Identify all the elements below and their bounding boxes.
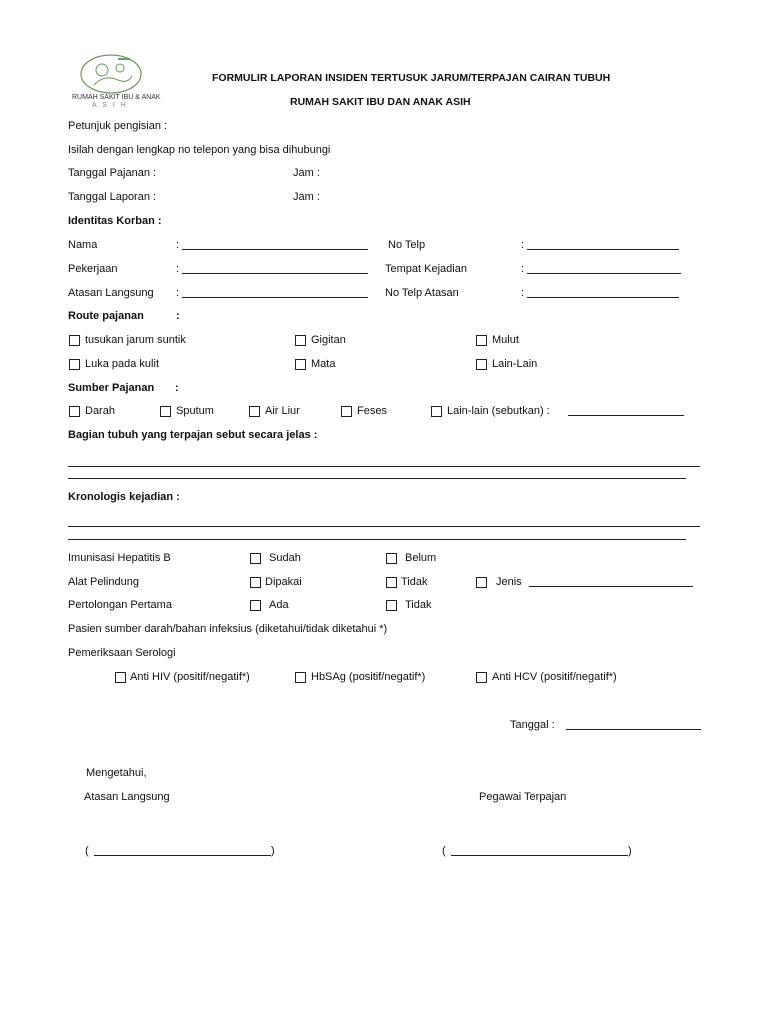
route-heading: Route pajanan — [68, 310, 144, 322]
sumber-option-label: Feses — [357, 405, 387, 417]
atasan-field[interactable] — [182, 297, 368, 298]
tanggal-laporan-label: Tanggal Laporan : — [68, 191, 157, 203]
bagian-heading: Bagian tubuh yang terpajan sebut secara jelas : — [68, 429, 318, 441]
checkbox-alat-tidak[interactable] — [386, 577, 397, 588]
logo-text-asih: A S I H — [92, 102, 128, 109]
paren-open: ( — [85, 845, 89, 857]
checkbox-air-liur[interactable] — [249, 406, 260, 417]
pertolongan-option-label: Ada — [269, 599, 289, 611]
checkbox-anti-hcv[interactable] — [476, 672, 487, 683]
checkbox-feses[interactable] — [341, 406, 352, 417]
colon: : — [176, 263, 180, 275]
checkbox-darah[interactable] — [69, 406, 80, 417]
identitas-heading: Identitas Korban : — [68, 215, 162, 227]
checkbox-luka-kulit[interactable] — [69, 359, 80, 370]
colon: : — [176, 310, 180, 322]
checkbox-sputum[interactable] — [160, 406, 171, 417]
nama-field[interactable] — [182, 249, 368, 250]
checkbox-tusukan-jarum[interactable] — [69, 335, 80, 346]
pertolongan-label: Pertolongan Pertama — [68, 599, 172, 611]
checkbox-ada[interactable] — [250, 600, 261, 611]
checkbox-anti-hiv[interactable] — [115, 672, 126, 683]
route-option-label: Gigitan — [311, 334, 346, 346]
alat-option-label: Tidak — [401, 576, 428, 588]
mengetahui-label: Mengetahui, — [86, 767, 147, 779]
tempat-kejadian-label: Tempat Kejadian — [385, 263, 467, 275]
tempat-kejadian-field[interactable] — [527, 273, 681, 274]
logo-text: RUMAH SAKIT IBU & ANAK — [72, 94, 161, 101]
checkbox-belum[interactable] — [386, 553, 397, 564]
checkbox-lain-lain[interactable] — [476, 359, 487, 370]
alat-option-label: Jenis — [496, 576, 522, 588]
checkbox-mulut[interactable] — [476, 335, 487, 346]
no-telp-field[interactable] — [527, 249, 679, 250]
no-telp-label: No Telp — [388, 239, 426, 251]
kronologis-field-line[interactable] — [68, 539, 686, 540]
sumber-option-label: Air Liur — [265, 405, 300, 417]
tanggal-sign-field[interactable] — [566, 729, 701, 730]
tanggal-pajanan-label: Tanggal Pajanan : — [68, 167, 157, 179]
pegawai-sign-label: Pegawai Terpajan — [479, 791, 567, 803]
paren-open: ( — [442, 845, 446, 857]
pasien-sumber-text: Pasien sumber darah/bahan infeksius (diketahui/tidak diketahui *) — [68, 623, 388, 635]
serologi-option-label: Anti HCV (positif/negatif*) — [492, 671, 617, 683]
page-subtitle: RUMAH SAKIT IBU DAN ANAK ASIH — [290, 96, 471, 108]
pegawai-signature-field[interactable] — [451, 855, 628, 856]
instructions-text: Isilah dengan lengkap no telepon yang bisa dihubungi — [68, 144, 331, 156]
checkbox-sudah[interactable] — [250, 553, 261, 564]
checkbox-gigitan[interactable] — [295, 335, 306, 346]
checkbox-dipakai[interactable] — [250, 577, 261, 588]
pekerjaan-label: Pekerjaan — [68, 263, 118, 275]
checkbox-pertolongan-tidak[interactable] — [386, 600, 397, 611]
serologi-option-label: HbSAg (positif/negatif*) — [311, 671, 426, 683]
route-option-label: Mulut — [492, 334, 519, 346]
sumber-lain-field[interactable] — [568, 415, 684, 416]
serologi-option-label: Anti HIV (positif/negatif*) — [130, 671, 250, 683]
checkbox-hbsag[interactable] — [295, 672, 306, 683]
alat-option-label: Dipakai — [265, 576, 302, 588]
no-telp-atasan-label: No Telp Atasan — [385, 287, 459, 299]
jam-laporan-label: Jam : — [293, 191, 320, 203]
paren-close: ) — [271, 845, 275, 857]
jam-pajanan-label: Jam : — [293, 167, 320, 179]
nama-label: Nama — [68, 239, 98, 251]
instructions-heading: Petunjuk pengisian : — [68, 120, 168, 132]
colon: : — [176, 287, 180, 299]
route-option-label: Lain-Lain — [492, 358, 538, 370]
no-telp-atasan-field[interactable] — [527, 297, 679, 298]
tanggal-sign-label: Tanggal : — [510, 719, 555, 731]
colon: : — [175, 382, 179, 394]
sumber-option-label: Darah — [85, 405, 115, 417]
colon: : — [521, 239, 525, 251]
atasan-sign-label: Atasan Langsung — [84, 791, 170, 803]
imunisasi-option-label: Sudah — [269, 552, 301, 564]
sumber-option-label: Lain-lain (sebutkan) : — [447, 405, 550, 417]
sumber-option-label: Sputum — [176, 405, 214, 417]
colon: : — [521, 263, 525, 275]
serologi-label: Pemeriksaan Serologi — [68, 647, 176, 659]
imunisasi-label: Imunisasi Hepatitis B — [68, 552, 171, 564]
route-option-label: Mata — [311, 358, 336, 370]
page-title: FORMULIR LAPORAN INSIDEN TERTUSUK JARUM/TERPAJAN CAIRAN TUBUH — [212, 72, 611, 84]
jenis-field[interactable] — [529, 586, 693, 587]
bagian-field-line[interactable] — [68, 466, 700, 467]
checkbox-jenis[interactable] — [476, 577, 487, 588]
alat-label: Alat Pelindung — [68, 576, 139, 588]
colon: : — [521, 287, 525, 299]
kronologis-field-line[interactable] — [68, 526, 700, 527]
route-option-label: Luka pada kulit — [85, 358, 159, 370]
paren-close: ) — [628, 845, 632, 857]
colon: : — [176, 239, 180, 251]
checkbox-sumber-lain[interactable] — [431, 406, 442, 417]
atasan-signature-field[interactable] — [94, 855, 271, 856]
kronologis-heading: Kronologis kejadian : — [68, 491, 180, 503]
imunisasi-option-label: Belum — [405, 552, 437, 564]
bagian-field-line[interactable] — [68, 478, 686, 479]
atasan-label: Atasan Langsung — [68, 287, 154, 299]
checkbox-mata[interactable] — [295, 359, 306, 370]
sumber-heading: Sumber Pajanan — [68, 382, 155, 394]
hospital-logo — [74, 52, 170, 112]
pekerjaan-field[interactable] — [182, 273, 368, 274]
pertolongan-option-label: Tidak — [405, 599, 432, 611]
route-option-label: tusukan jarum suntik — [85, 334, 186, 346]
